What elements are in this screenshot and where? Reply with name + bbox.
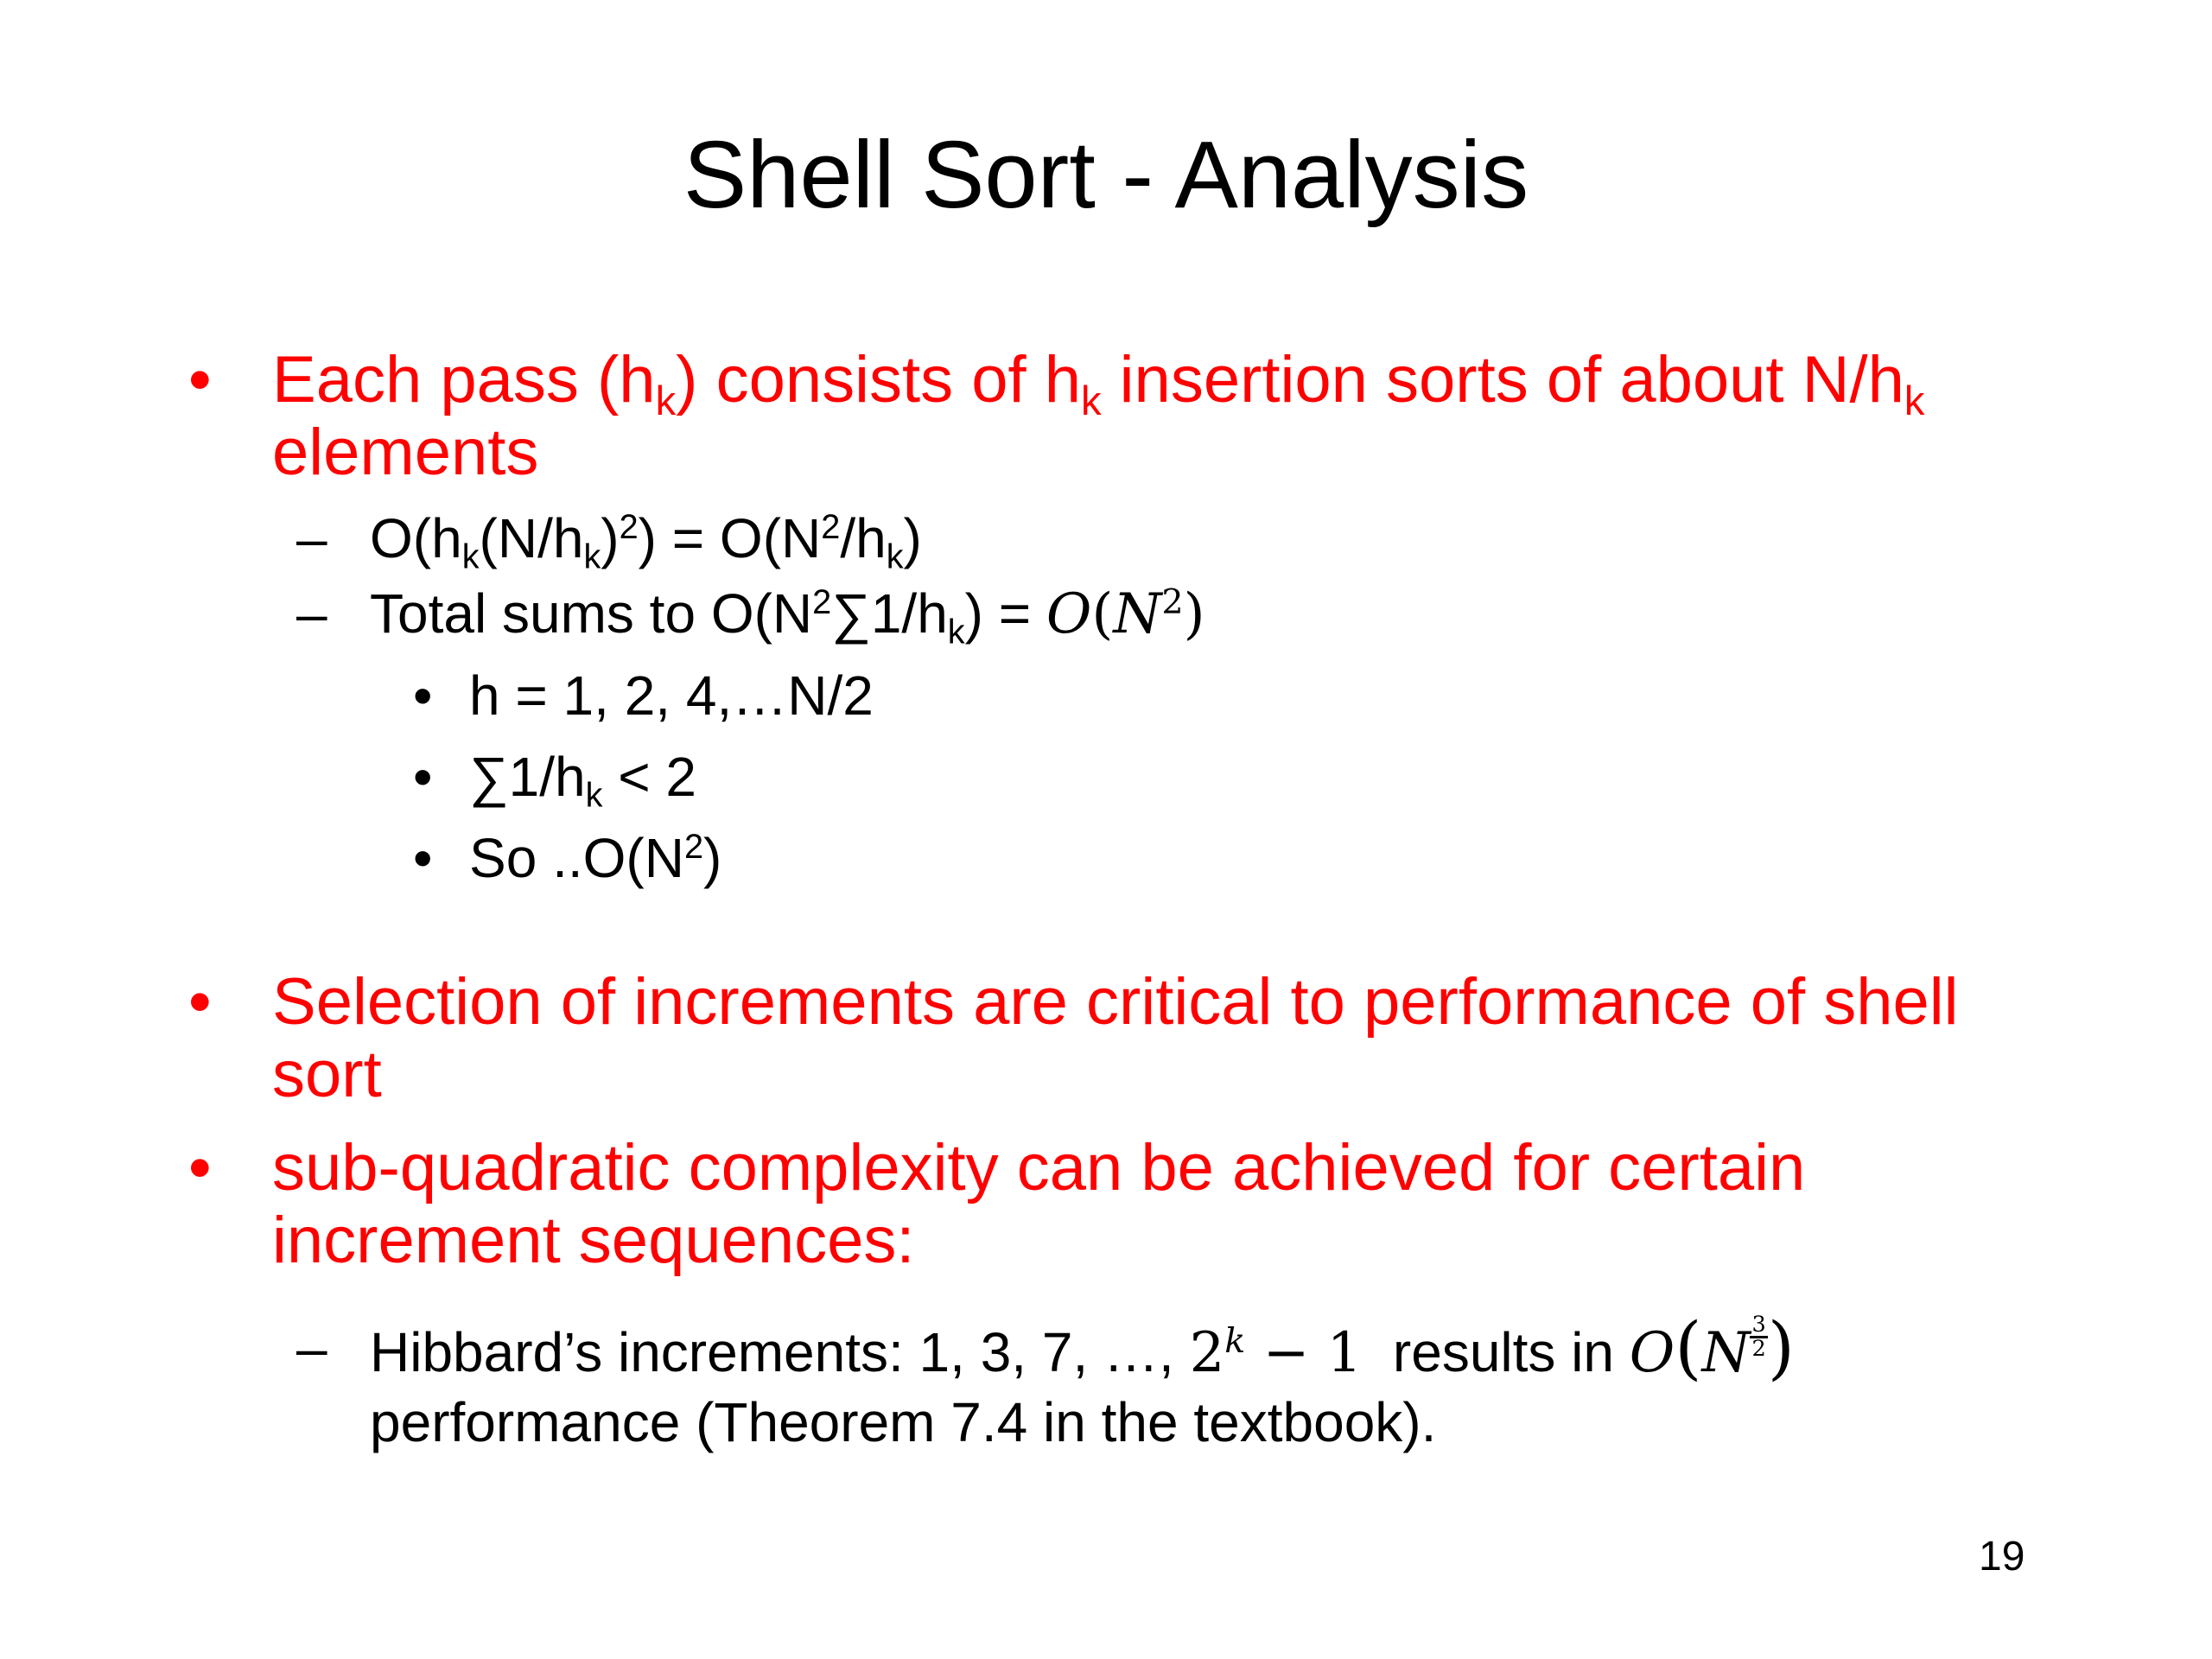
text: Hibbard’s increments: 1, 3, 7, …, — [370, 1321, 1190, 1383]
subscript: k — [1904, 378, 1925, 424]
text: < 2 — [602, 746, 696, 808]
text: (N/h — [479, 507, 584, 569]
text: ) — [601, 507, 620, 569]
subscript: k — [461, 537, 480, 576]
bullet-marker: • — [188, 1131, 212, 1205]
math-two: 2 — [1189, 1321, 1225, 1385]
math-N: N — [1113, 582, 1162, 646]
text: ) = O(N — [638, 507, 822, 569]
subscript: k — [655, 378, 677, 424]
bullet-selection-of-increments — [188, 965, 2087, 1111]
math-exponent: 2 — [1161, 582, 1184, 623]
dash-marker: – — [296, 582, 327, 645]
item-h-sequence — [413, 664, 1852, 728]
subscript: k — [583, 537, 601, 576]
bullet-marker: • — [188, 965, 212, 1039]
text: O(h — [370, 507, 462, 569]
text: So ..O(N — [469, 827, 684, 889]
item-conclusion — [413, 826, 1852, 891]
text: results in — [1362, 1321, 1630, 1383]
math-left-paren: ( — [1675, 1307, 1702, 1388]
text: /h — [840, 507, 887, 569]
text: ) — [903, 507, 922, 569]
bullet-line-1: sub-quadratic complexity can be achieved for certain — [272, 1131, 1806, 1205]
math-paren: ( — [1091, 582, 1114, 646]
text: h = 1, 2, 4,…N/2 — [469, 664, 874, 727]
subscript: k — [1080, 378, 1102, 424]
text: insertion sorts of about N/h — [1101, 343, 1904, 416]
bullet-line-2: increment sequences: — [272, 1204, 915, 1277]
text: ∑1/h — [831, 582, 948, 645]
math-O: O — [1629, 1321, 1675, 1385]
bullet-marker: • — [188, 343, 212, 416]
slide-title: Shell Sort - Analysis — [683, 122, 1529, 228]
fraction-denominator: 2 — [1751, 1336, 1766, 1363]
hibbard-line-1 — [370, 1307, 2012, 1388]
text: ) = — [964, 582, 1046, 645]
bullet-marker: • — [413, 664, 433, 727]
superscript: 2 — [619, 508, 639, 547]
sub-bullet-total-sums — [296, 582, 2012, 652]
subscript: k — [585, 776, 603, 815]
math-k: k — [1224, 1321, 1246, 1362]
bullet-line-1 — [272, 343, 2087, 424]
fraction-numerator: 3 — [1751, 1311, 1766, 1338]
sub-bullet-complexity-per-pass — [296, 506, 2012, 576]
item-sum-bound — [413, 745, 1852, 815]
bullet-each-pass — [188, 343, 2087, 489]
math-minus-one: − 1 — [1245, 1321, 1363, 1385]
text: ) consists of h — [676, 343, 1081, 416]
superscript: 2 — [821, 508, 841, 547]
math-fraction — [1750, 1311, 1767, 1363]
superscript: 2 — [683, 828, 704, 867]
text: ∑1/h — [469, 746, 586, 808]
dash-marker: – — [296, 507, 327, 569]
dash-marker: – — [296, 1317, 327, 1379]
subscript: k — [886, 537, 904, 576]
superscript: 2 — [812, 583, 832, 622]
hibbard-line-2: performance (Theorem 7.4 in the textbook). — [370, 1391, 1437, 1453]
math-paren: ) — [1183, 582, 1205, 646]
text: ) — [703, 827, 722, 889]
bullet-marker: • — [413, 827, 433, 889]
bullet-sub-quadratic — [188, 1131, 2087, 1277]
bullet-line-1: Selection of increments are critical to performance of shell — [272, 965, 1959, 1039]
math-N: N — [1701, 1321, 1751, 1385]
sub-bullet-hibbard — [296, 1307, 2012, 1457]
subscript: k — [947, 613, 965, 652]
text: Total sums to O(N — [370, 582, 813, 645]
text: Each pass (h — [272, 343, 656, 416]
bullet-marker: • — [413, 746, 433, 808]
math-O: O — [1046, 582, 1092, 646]
math-right-paren: ) — [1767, 1307, 1795, 1388]
bullet-line-2: sort — [272, 1038, 382, 1111]
page-number: 19 — [1979, 1534, 2025, 1580]
bullet-line-2: elements — [272, 416, 539, 489]
